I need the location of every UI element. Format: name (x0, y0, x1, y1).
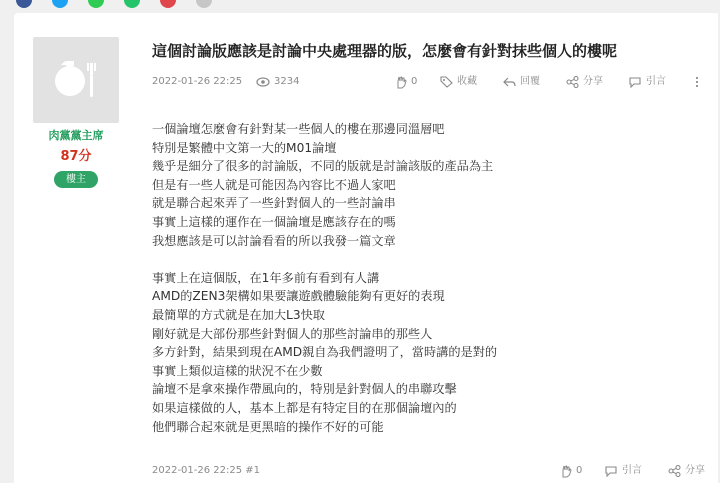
share-button[interactable] (566, 75, 603, 89)
footer-share-button[interactable] (668, 464, 705, 478)
avatar[interactable] (33, 37, 119, 123)
like-button[interactable] (395, 75, 417, 89)
views-text: 3234 (274, 76, 300, 87)
author-name[interactable]: 肉黨黨主席 (48, 129, 104, 142)
line-share-icon[interactable] (88, 0, 104, 8)
footer-like-count: 0 (576, 465, 583, 476)
views-count (256, 75, 299, 89)
reply-button[interactable] (503, 75, 540, 89)
share-label: 分享 (583, 76, 603, 87)
quote-icon (628, 76, 642, 88)
op-badge: 樓主 (54, 171, 98, 188)
favorite-button[interactable] (440, 75, 477, 89)
share-icon (566, 76, 579, 88)
footer-quote-label: 引言 (622, 465, 642, 476)
eye-icon (256, 77, 270, 87)
hand-icon (560, 465, 572, 478)
footer-share-label: 分享 (685, 465, 705, 476)
share-icon (668, 465, 681, 477)
avatar-placeholder-icon (51, 55, 103, 107)
hand-icon (395, 76, 407, 89)
reply-icon (503, 77, 516, 88)
post-datetime-text: 2022-01-26 22:25 (152, 76, 243, 87)
share-bar (0, 0, 720, 8)
link-share-icon[interactable] (196, 0, 212, 8)
facebook-share-icon[interactable] (16, 0, 32, 8)
quote-label: 引言 (646, 76, 666, 87)
twitter-share-icon[interactable] (52, 0, 68, 8)
tag-icon (440, 76, 453, 88)
quote-button[interactable] (628, 75, 666, 89)
more-options-icon[interactable] (693, 76, 701, 90)
author-score: 87分 (60, 149, 92, 164)
post-title: 這個討論版應該是討論中央處理器的版，怎麼會有針對抹些個人的樓呢 (152, 42, 618, 60)
reply-label: 回覆 (520, 76, 540, 87)
mail-share-icon[interactable] (160, 0, 176, 8)
quote-icon (604, 465, 618, 477)
post-datetime (152, 75, 242, 89)
reply-datetime-floor-text: 2022-01-26 22:25 #1 (152, 465, 261, 476)
footer-quote-button[interactable] (604, 464, 642, 478)
favorite-label: 收藏 (457, 76, 477, 87)
footer-like-button[interactable] (560, 464, 582, 478)
post-body: 一個論壇怎麼會有針對某一些個人的樓在那邊同溫層吧 特別是繁體中文第一大的M01論壇 幾乎是細分了很多的討論版，不同的版就是討論該版的產品為主 但是有一些人就是可能因為內容比不過人家吧 就是聯合起來弄了一些針對個人的一些討論串 事實上這樣的運作在一個論壇是應該存在的嗎 我想應該是可以討論看看的所以我發一篇文章 事實上在這個版，在1年多前有看到有人講 AMD的ZEN3架構如果要讓遊戲體驗能夠有更好的表現 最簡單的方式就是在加大L3快取 剛好就是大部份那些針對個人的那些討論串的那些人 多方針對，結果到現在AMD親自為我們證明了，當時講的是對的 事實上類似這樣的狀況不在少數 論壇不是拿來操作帶風向的，特別是針對個人的串聯攻擊 如果這樣做的人，基本上都是有特定目的在那個論壇內的 他們聯合起來就是更黑暗的操作不好的可能 (152, 122, 498, 434)
reply-datetime-floor (152, 464, 260, 478)
like-count: 0 (411, 76, 418, 87)
whatsapp-share-icon[interactable] (124, 0, 140, 8)
